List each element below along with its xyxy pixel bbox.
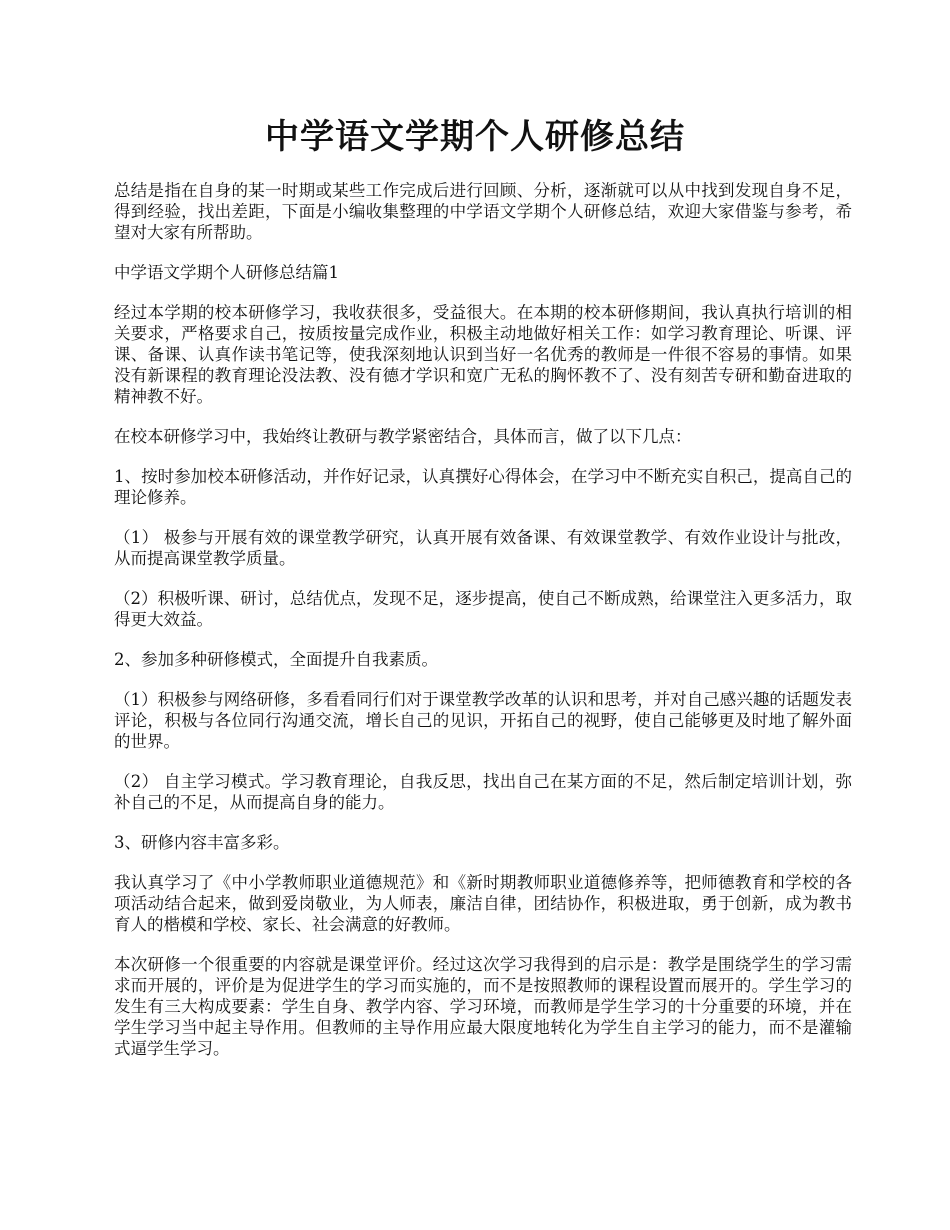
sub-list-item: （1） 极参与开展有效的课堂教学研究，认真开展有效备课、有效课堂教学、有效作业设计与批改，从而提高课堂教学质量。 — [114, 528, 852, 568]
body-paragraph: 本次研修一个很重要的内容就是课堂评价。经过这次学习我得到的启示是：教学是围绕学生的学习需求而开展的，评价是为促进学生的学习而实施的，而不是按照教师的课程设置而展开的。学生学习的发生有三大构成要素：学生自身、教学内容、学习环境，而教师是学生学习的十分重要的环境，并在学生学习当中起主导作用。但教师的主导作用应最大限度地转化为学生自主学习的能力，而不是灌输式逼学生学习。 — [114, 955, 852, 1058]
body-paragraph: 在校本研修学习中，我始终让教研与教学紧密结合，具体而言，做了以下几点： — [114, 427, 692, 446]
list-item: 1、按时参加校本研修活动，并作好记录，认真撰好心得体会，在学习中不断充实自积己，提高自己的理论修养。 — [114, 467, 852, 507]
sub-list-item: （2）积极听课、研讨，总结优点，发现不足，逐步提高，使自己不断成熟，给课堂注入更多活力，取得更大效益。 — [114, 589, 852, 629]
intro-paragraph: 总结是指在自身的某一时期或某些工作完成后进行回顾、分析，逐渐就可以从中找到发现自身不足，得到经验，找出差距，下面是小编收集整理的中学语文学期个人研修总结，欢迎大家借鉴与参考，希望对大家有所帮助。 — [114, 181, 852, 242]
list-item: 3、研修内容丰富多彩。 — [114, 833, 290, 852]
body-paragraph: 我认真学习了《中小学教师职业道德规范》和《新时期教师职业道德修养等，把师德教育和学校的各项活动结合起来，做到爱岗敬业，为人师表，廉洁自律，团结协作，积极进取，勇于创新，成为教书育人的楷模和学校、家长、社会满意的好教师。 — [114, 873, 852, 934]
body-paragraph: 经过本学期的校本研修学习，我收获很多，受益很大。在本期的校本研修期间，我认真执行培训的相关要求，严格要求自己，按质按量完成作业，积极主动地做好相关工作：如学习教育理论、听课、评课、备课、认真作读书笔记等，使我深刻地认识到当好一名优秀的教师是一件很不容易的事情。如果没有新课程的教育理论没法教、没有德才学识和宽广无私的胸怀教不了、没有刻苦专研和勤奋进取的精神教不好。 — [114, 303, 852, 406]
document-title: 中学语文学期个人研修总结 — [265, 117, 685, 157]
section-heading: 中学语文学期个人研修总结篇1 — [114, 263, 339, 282]
list-item: 2、参加多种研修模式，全面提升自我素质。 — [114, 650, 438, 669]
sub-list-item: （1）积极参与网络研修，多看看同行们对于课堂教学改革的认识和思考，并对自己感兴趣的话题发表评论，积极与各位同行沟通交流，增长自己的见识，开拓自己的视野，使自己能够更及时地了解外面的世界。 — [114, 690, 852, 751]
sub-list-item: （2） 自主学习模式。学习教育理论，自我反思，找出自己在某方面的不足，然后制定培训计划，弥补自己的不足，从而提高自身的能力。 — [114, 772, 852, 812]
document-body — [114, 180, 852, 1078]
